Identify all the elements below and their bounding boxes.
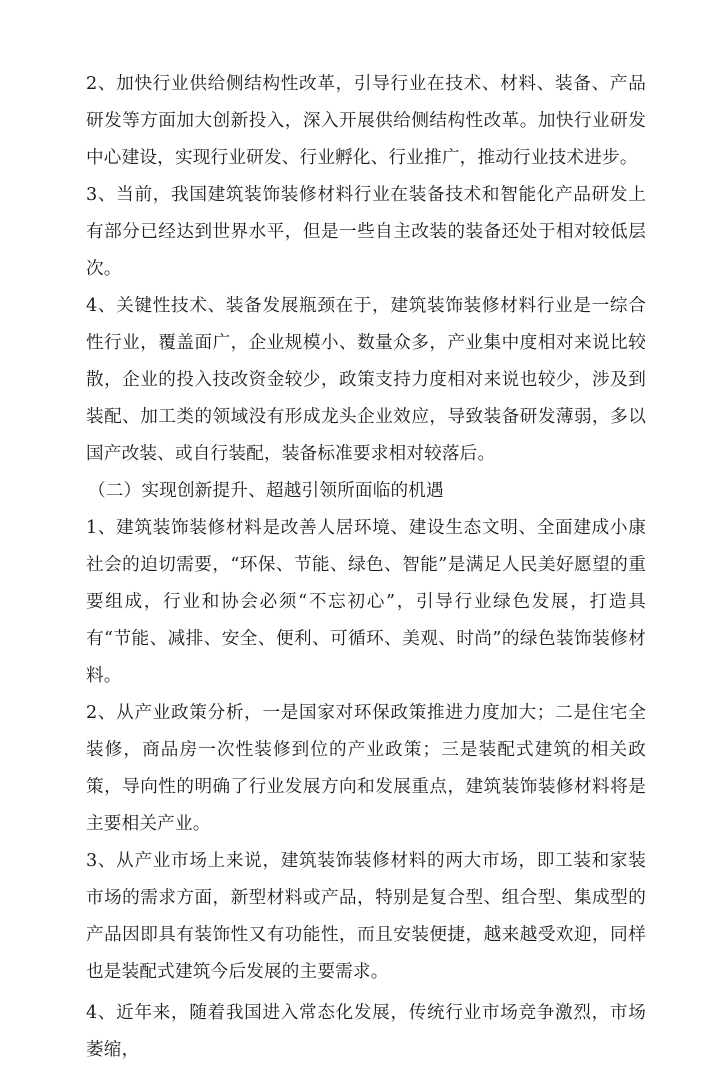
section-heading-opportunities: （二）实现创新提升、超越引领所面临的机遇	[88, 481, 444, 501]
paragraph-item-2-supply-side-reform: 2、加快行业供给侧结构性改革，引导行业在技术、材料、装备、产品研发等方面加大创新投入，深入开展供给侧结构性改革。加快行业研发中心建设，实现行业研发、行业孵化、行业推广，推动行业技术进步。	[86, 74, 646, 168]
paragraph-item-4-recent-years: 4、近年来，随着我国进入常态化发展，传统行业市场竞争激烈，市场萎缩，	[86, 1003, 646, 1060]
paragraph-item-2-industrial-policy: 2、从产业政策分析，一是国家对环保政策推进力度加大；二是住宅全装修，商品房一次性装修到位的产业政策；三是装配式建筑的相关政策，导向性的明确了行业发展方向和发展重点，建筑装饰装修材料将是主要相关产业。	[86, 703, 646, 834]
paragraph-item-3-industrial-market: 3、从产业市场上来说，建筑装饰装修材料的两大市场，即工装和家装市场的需求方面，新型材料或产品，特别是复合型、组合型、集成型的产品因即具有装饰性又有功能性，而且安装便捷，越来越受欢迎，同样也是装配式建筑今后发展的主要需求。	[86, 851, 646, 982]
document-body	[86, 66, 646, 1069]
paragraph-item-3-current-status: 3、当前，我国建筑装饰装修材料行业在装备技术和智能化产品研发上有部分已经达到世界水平，但是一些自主改装的装备还处于相对较低层次。	[86, 185, 646, 279]
paragraph-item-1-living-environment: 1、建筑装饰装修材料是改善人居环境、建设生态文明、全面建成小康社会的迫切需要，“环保、节能、绿色、智能”是满足人民美好愿望的重要组成，行业和协会必须“不忘初心”，引导行业绿色发展，打造具有“节能、减排、安全、便利、可循环、美观、时尚”的绿色装饰装修材料。	[86, 518, 646, 686]
paragraph-item-4-key-technology-bottleneck: 4、关键性技术、装备发展瓶颈在于，建筑装饰装修材料行业是一综合性行业，覆盖面广，企业规模小、数量众多，产业集中度相对来说比较散，企业的投入技改资金较少，政策支持力度相对来说也较少，涉及到装配、加工类的领域没有形成龙头企业效应，导致装备研发薄弱，多以国产改装、或自行装配，装备标准要求相对较落后。	[86, 296, 646, 464]
